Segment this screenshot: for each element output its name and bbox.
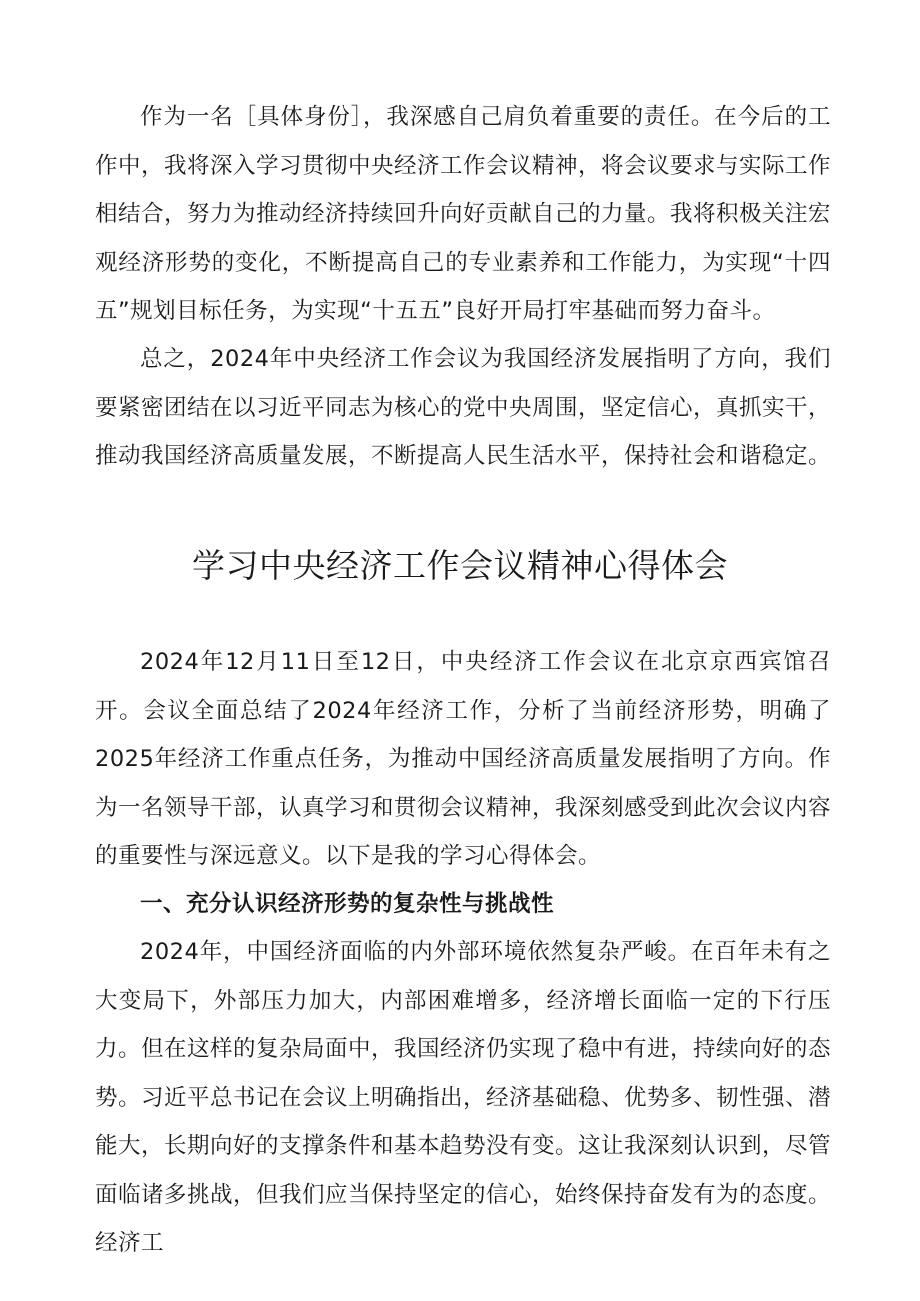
section-1-heading: 一、充分认识经济形势的复杂性与挑战性 bbox=[140, 891, 555, 917]
continuation-paragraph-2: 总之，2024年中央经济工作会议为我国经济发展指明了方向，我们要紧密团结在以习近平同志为核心的党中央周围，坚定信心，真抓实干，推动我国经济高质量发展，不断提高人民生活水平，保持社会和谐稳定。 bbox=[95, 346, 832, 469]
article-title: 学习中央经济工作会议精神心得体会 bbox=[192, 546, 728, 585]
section-1-paragraph: 2024年，中国经济面临的内外部环境依然复杂严峻。在百年未有之大变局下，外部压力加大，内部困难增多，经济增长面临一定的下行压力。但在这样的复杂局面中，我国经济仍实现了稳中有进，持续向好的态势。习近平总书记在会议上明确指出，经济基础稳、优势多、韧性强、潜能大，长期向好的支撑条件和基本趋势没有变。这让我深刻认识到，尽管面临诸多挑战，但我们应当保持坚定的信心，始终保持奋发有为的态度。经济工 bbox=[95, 939, 832, 1256]
intro-paragraph: 2024年12月11日至12日，中央经济工作会议在北京京西宾馆召开。会议全面总结了2024年经济工作，分析了当前经济形势，明确了2025年经济工作重点任务，为推动中国经济高质量发展指明了方向。作为一名领导干部，认真学习和贯彻会议精神，我深刻感受到此次会议内容的重要性与深远意义。以下是我的学习心得体会。 bbox=[95, 649, 832, 869]
continuation-paragraph-1: 作为一名［具体身份］，我深感自己肩负着重要的责任。在今后的工作中，我将深入学习贯彻中央经济工作会议精神，将会议要求与实际工作相结合，努力为推动经济持续回升向好贡献自己的力量。我将积极关注宏观经济形势的变化，不断提高自己的专业素养和工作能力，为实现“十四五”规划目标任务，为实现“十五五”良好开局打牢基础而努力奋斗。 bbox=[95, 104, 832, 324]
